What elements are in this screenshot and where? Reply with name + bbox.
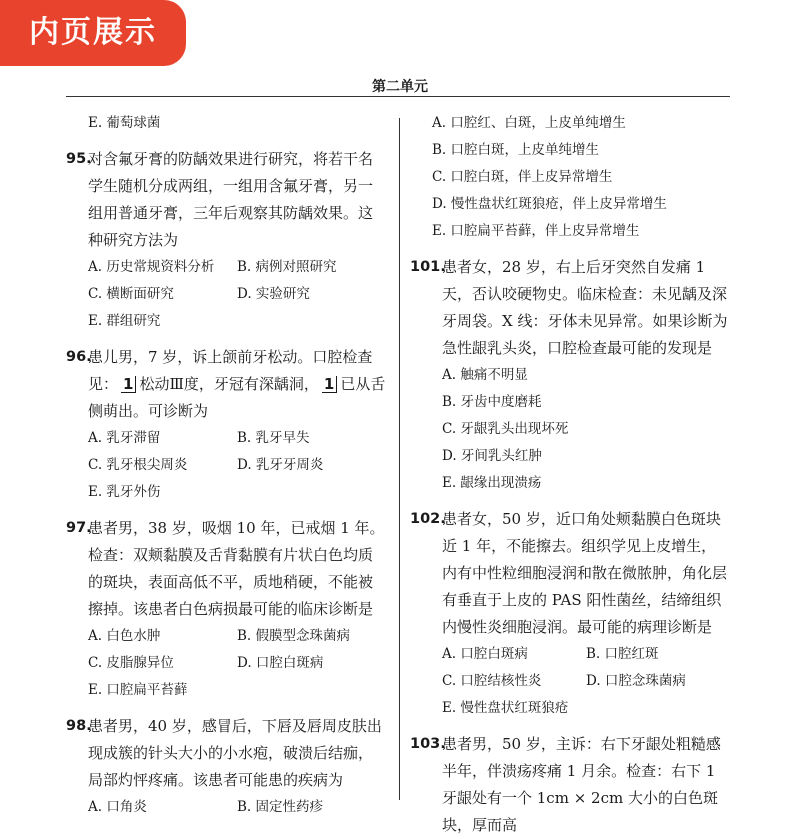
option-a: A. 口角炎 bbox=[88, 799, 147, 815]
question-stem: 患者男，38 岁，吸烟 10 年，已戒烟 1 年。检查：双颊黏膜及舌背黏膜有片状白色均质的斑块，表面高低不平，质地稍硬，不能被擦掉。该患者白色病损最可能的临床诊断是 bbox=[88, 519, 385, 618]
question-100-options bbox=[410, 110, 730, 245]
left-column bbox=[66, 110, 386, 821]
question-number: 101. bbox=[410, 259, 446, 275]
option-b: B. 口腔红斑 bbox=[586, 646, 659, 662]
right-column bbox=[410, 110, 730, 839]
question-stem: 患者女，50 岁，近口角处颊黏膜白色斑块近 1 年，不能擦去。组织学见上皮增生，内有中性粒细胞浸润和散在微脓肿，角化层有垂直于上皮的 PAS 阳性菌丝，结缔组织内慢性炎细胞浸润。最可能的病理诊断是 bbox=[442, 510, 728, 636]
page-banner: 内页展示 bbox=[0, 0, 186, 66]
question-97 bbox=[66, 515, 386, 704]
question-stem: 患者女，28 岁，右上后牙突然自发痛 1 天，否认咬硬物史。临床检查：未见龋及深牙周袋。X 线：牙体未见异常。如果诊断为急性龈乳头炎，口腔检查最可能的发现是 bbox=[442, 258, 728, 357]
option-c: C. 皮脂腺异位 bbox=[88, 655, 174, 671]
question-number: 97. bbox=[66, 520, 92, 536]
option-e: E. 龈缘出现溃疡 bbox=[442, 475, 542, 491]
option-b: B. 牙齿中度磨耗 bbox=[442, 394, 542, 410]
stem-part-3: 已从舌侧萌出。可诊断为 bbox=[88, 375, 386, 420]
option-a: A. 触痛不明显 bbox=[442, 367, 528, 383]
tooth-notation-2: 1 bbox=[322, 376, 337, 393]
section-title: 第二单元 bbox=[372, 79, 428, 95]
option-a: A. 乳牙滞留 bbox=[88, 430, 161, 446]
option-d: D. 口腔念珠菌病 bbox=[586, 673, 686, 689]
question-number: 95. bbox=[66, 151, 92, 167]
option-d: D. 实验研究 bbox=[237, 286, 310, 302]
question-number: 96. bbox=[66, 349, 92, 365]
option-a: A. 口腔红、白斑，上皮单纯增生 bbox=[432, 115, 626, 131]
option-e: E. 群组研究 bbox=[88, 313, 161, 329]
question-103 bbox=[410, 731, 730, 839]
tooth-notation-1: 1 bbox=[121, 376, 136, 393]
question-number: 98. bbox=[66, 718, 92, 734]
option-c: C. 牙龈乳头出现坏死 bbox=[442, 421, 569, 437]
option-e: E. 慢性盘状红斑狼疮 bbox=[442, 700, 569, 716]
option-b: B. 病例对照研究 bbox=[237, 259, 337, 275]
option-d: D. 牙间乳头红肿 bbox=[442, 448, 542, 464]
header-rule bbox=[66, 96, 730, 97]
column-divider bbox=[399, 118, 400, 800]
option-b: B. 固定性药疹 bbox=[237, 799, 324, 815]
option-b: B. 乳牙早失 bbox=[237, 430, 310, 446]
stem-part-2: 松动Ⅲ度，牙冠有深龋洞， bbox=[139, 375, 319, 393]
option-d: D. 乳牙牙周炎 bbox=[237, 457, 324, 473]
option-e: E. 口腔扁平苔藓 bbox=[88, 682, 188, 698]
question-stem: 患者男，50 岁，主诉：右下牙龈处粗糙感半年，伴溃疡疼痛 1 月余。检查：右下 1 牙龈处有一个 1cm × 2cm 大小的白色斑块，厚而高 bbox=[442, 735, 721, 834]
option-c: C. 乳牙根尖周炎 bbox=[88, 457, 188, 473]
question-stem bbox=[88, 344, 386, 425]
question-98 bbox=[66, 713, 386, 821]
option-b: B. 假膜型念珠菌病 bbox=[237, 628, 351, 644]
stem-part-1: 患儿男，7 岁，诉上颌前牙松动。口腔检查见： bbox=[88, 348, 373, 393]
option-c: C. 横断面研究 bbox=[88, 286, 174, 302]
question-stem: 患者男，40 岁，感冒后，下唇及唇周皮肤出现成簇的针头大小的小水疱，破溃后结痂，局部灼怦疼痛。该患者可能患的疾病为 bbox=[88, 717, 382, 789]
option-b: B. 口腔白斑，上皮单纯增生 bbox=[432, 142, 600, 158]
option-a: A. 历史常规资料分析 bbox=[88, 259, 215, 275]
option-e: E. 乳牙外伤 bbox=[88, 484, 161, 500]
option-c: C. 口腔白斑，伴上皮异常增生 bbox=[432, 169, 613, 185]
option-a: A. 白色水肿 bbox=[88, 628, 161, 644]
option-e: E. 口腔扁平苔藓，伴上皮异常增生 bbox=[432, 223, 640, 239]
q94-option-e: E. 葡萄球菌 bbox=[88, 115, 161, 131]
option-d: D. 口腔白斑病 bbox=[237, 655, 324, 671]
question-102 bbox=[410, 506, 730, 722]
question-96 bbox=[66, 344, 386, 506]
question-number: 103. bbox=[410, 736, 446, 752]
option-a: A. 口腔白斑病 bbox=[442, 646, 528, 662]
question-95 bbox=[66, 146, 386, 335]
question-number: 102. bbox=[410, 511, 446, 527]
option-d: D. 慢性盘状红斑狼疮，伴上皮异常增生 bbox=[432, 196, 667, 212]
question-stem: 对含氟牙膏的防龋效果进行研究，将若干名学生随机分成两组，一组用含氟牙膏，另一组用普通牙膏，三年后观察其防龋效果。这种研究方法为 bbox=[88, 150, 374, 249]
option-c: C. 口腔结核性炎 bbox=[442, 673, 542, 689]
question-101 bbox=[410, 254, 730, 497]
